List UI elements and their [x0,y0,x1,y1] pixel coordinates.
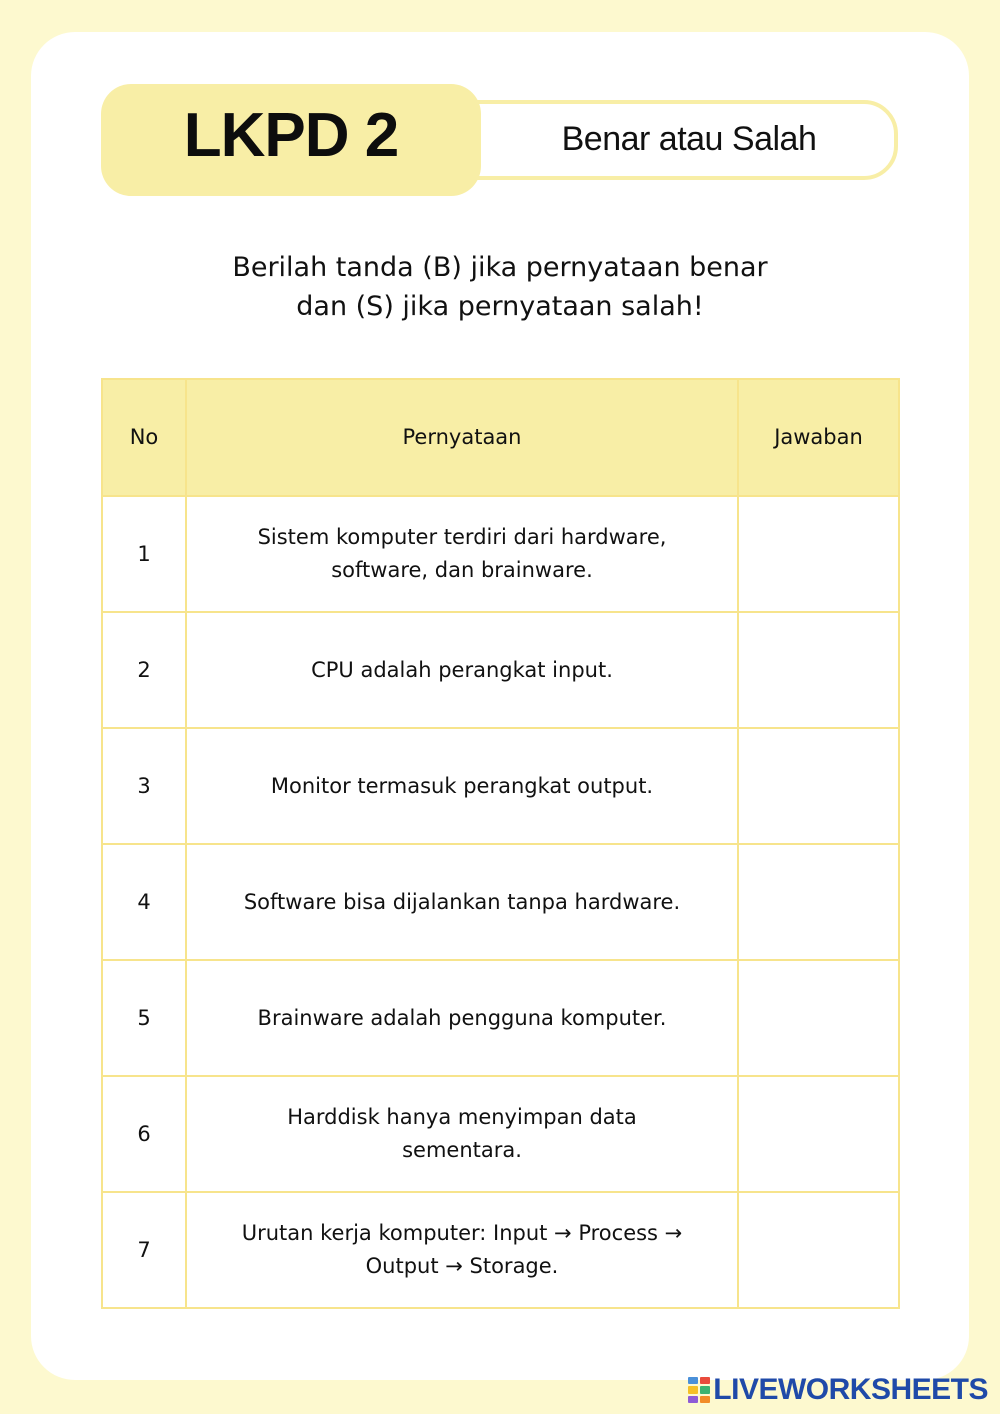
table-row [102,1076,899,1192]
statement-cell: Brainware adalah pengguna komputer. [186,960,738,1076]
instruction-line-2: dan (S) jika pernyataan salah! [296,291,704,322]
statement-line: Sistem komputer terdiri dari hardware, [257,525,667,549]
liveworksheets-logo-icon [688,1377,710,1403]
worksheet-subtitle: Benar atau Salah [561,120,817,158]
statement-line: Output → Storage. [365,1254,559,1278]
table-row [102,496,899,612]
answer-input[interactable] [738,960,899,1076]
worksheet-title: LKPD 2 [183,101,399,170]
answer-input[interactable] [738,496,899,612]
brand-name: LIVEWORKSHEETS [713,1373,988,1406]
answer-input[interactable] [738,844,899,960]
statements-table [101,378,900,1309]
row-number: 3 [102,728,186,844]
row-number: 6 [102,1076,186,1192]
statement-cell: Software bisa dijalankan tanpa hardware. [186,844,738,960]
table-row [102,960,899,1076]
table-row [102,1192,899,1308]
statement-cell: CPU adalah perangkat input. [186,612,738,728]
statement-cell [186,496,738,612]
instruction-text [150,248,850,326]
header-statement: Pernyataan [186,379,738,496]
row-number: 2 [102,612,186,728]
row-number: 4 [102,844,186,960]
table-row [102,612,899,728]
statement-line: Harddisk hanya menyimpan data [287,1105,637,1129]
statement-line: sementara. [402,1138,522,1162]
header-no: No [102,379,186,496]
statement-line: software, dan brainware. [331,558,593,582]
answer-input[interactable] [738,1192,899,1308]
answer-input[interactable] [738,728,899,844]
row-number: 1 [102,496,186,612]
row-number: 5 [102,960,186,1076]
table-row [102,728,899,844]
answer-input[interactable] [738,1076,899,1192]
header-answer: Jawaban [738,379,899,496]
statement-cell: Monitor termasuk perangkat output. [186,728,738,844]
table-header-row [102,379,899,496]
liveworksheets-brand[interactable] [688,1373,988,1407]
answer-input[interactable] [738,612,899,728]
instruction-line-1: Berilah tanda (B) jika pernyataan benar [232,252,768,283]
table-row [102,844,899,960]
statement-cell [186,1076,738,1192]
statement-line: Urutan kerja komputer: Input → Process → [241,1221,683,1245]
statement-cell [186,1192,738,1308]
row-number: 7 [102,1192,186,1308]
